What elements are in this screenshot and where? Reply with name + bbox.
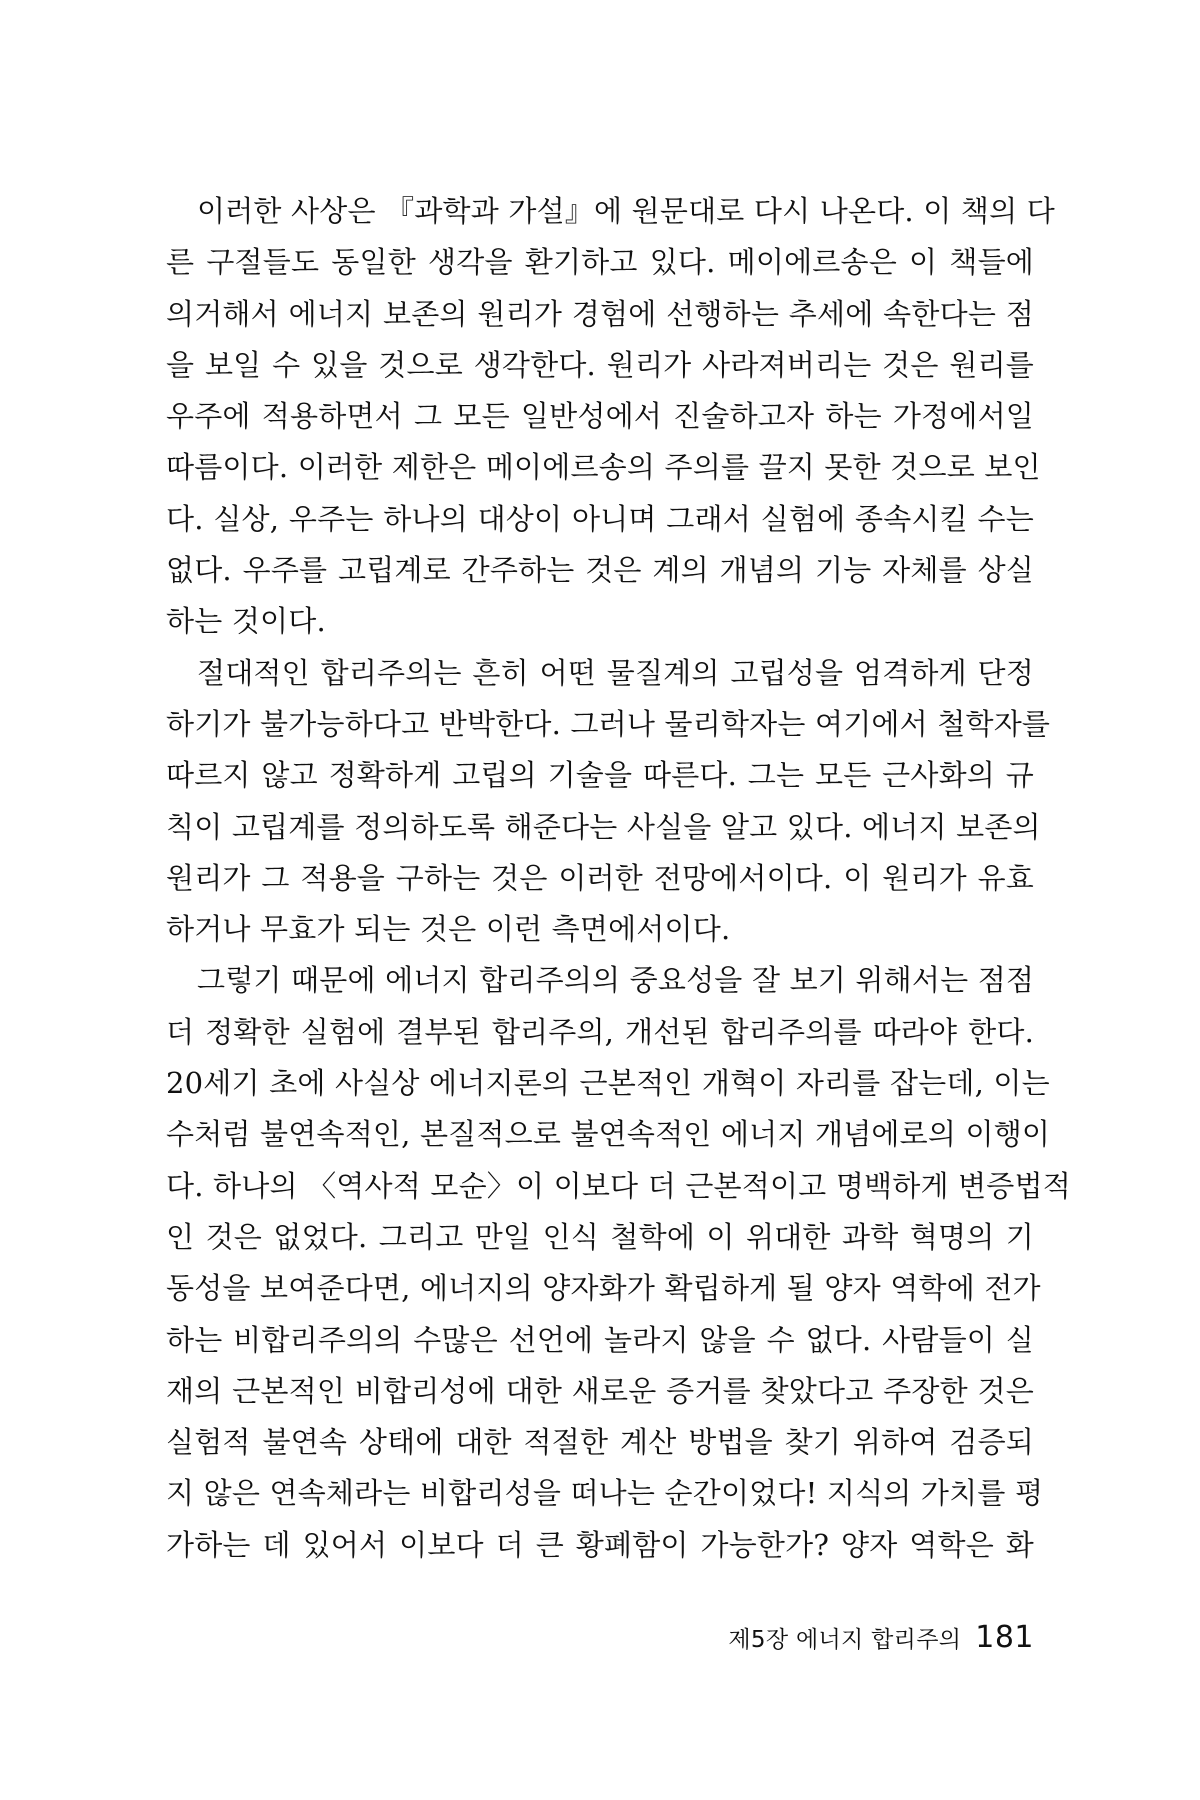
paragraph-1-line-6: 따름이다. 이러한 제한은 메이에르송의 주의를 끌지 못한 것으로 보인	[166, 450, 1041, 485]
paragraph-1-line-1: 이러한 사상은 『과학과 가설』에 원문대로 다시 나온다. 이 책의 다	[197, 194, 1055, 228]
paragraph-3-line-2: 더 정확한 실험에 결부된 합리주의, 개선된 합리주의를 따라야 한다.	[166, 1014, 1034, 1049]
paragraph-3-line-10: 실험적 불연속 상태에 대한 적절한 계산 방법을 찾기 위하여 검증되	[166, 1425, 1034, 1460]
paragraph-2-line-3: 따르지 않고 정확하게 고립의 기술을 따른다. 그는 모든 근사화의 규	[166, 758, 1034, 793]
chapter-title: 제5장 에너지 합리주의	[728, 1627, 962, 1653]
paragraph-1-line-3: 의거해서 에너지 보존의 원리가 경험에 선행하는 추세에 속한다는 점	[166, 296, 1034, 331]
paragraph-2-line-4: 칙이 고립계를 정의하도록 해준다는 사실을 알고 있다. 에너지 보존의	[166, 809, 1041, 844]
paragraph-1-line-9: 하는 것이다.	[166, 604, 326, 639]
paragraph-1-line-2: 른 구절들도 동일한 생각을 환기하고 있다. 메이에르송은 이 책들에	[166, 245, 1034, 280]
body-text	[166, 186, 1071, 1571]
paragraph-3-line-6: 인 것은 없었다. 그리고 만일 인식 철학에 이 위대한 과학 혁명의 기	[166, 1219, 1034, 1254]
paragraph-3-line-4: 수처럼 불연속적인, 본질적으로 불연속적인 에너지 개념에로의 이행이	[166, 1117, 1051, 1152]
paragraph-1-line-4: 을 보일 수 있을 것으로 생각한다. 원리가 사라져버리는 것은 원리를	[166, 347, 1034, 382]
paragraph-1-line-7: 다. 실상, 우주는 하나의 대상이 아니며 그래서 실험에 종속시킬 수는	[166, 501, 1034, 536]
paragraph-1-line-5: 우주에 적용하면서 그 모든 일반성에서 진술하고자 하는 가정에서일	[166, 399, 1034, 434]
paragraph-3-line-3: 20세기 초에 사실상 에너지론의 근본적인 개혁이 자리를 잡는데, 이는	[166, 1066, 1050, 1101]
paragraph-3-line-8: 하는 비합리주의의 수많은 선언에 놀라지 않을 수 없다. 사람들이 실	[166, 1322, 1034, 1357]
paragraph-2-line-6: 하거나 무효가 되는 것은 이런 측면에서이다.	[166, 912, 731, 947]
paragraph-2-line-1: 절대적인 합리주의는 흔히 어떤 물질계의 고립성을 엄격하게 단정	[197, 655, 1034, 690]
paragraph-3-line-9: 재의 근본적인 비합리성에 대한 새로운 증거를 찾았다고 주장한 것은	[166, 1373, 1034, 1408]
paragraph-2-line-2: 하기가 불가능하다고 반박한다. 그러나 물리학자는 여기에서 철학자를	[166, 706, 1051, 741]
paragraph-3-line-11: 지 않은 연속체라는 비합리성을 떠나는 순간이었다! 지식의 가치를 평	[166, 1476, 1044, 1511]
paragraph-3-line-5: 다. 하나의 〈역사적 모순〉이 이보다 더 근본적이고 명백하게 변증법적	[166, 1168, 1071, 1203]
paragraph-1-line-8: 없다. 우주를 고립계로 간주하는 것은 계의 개념의 기능 자체를 상실	[166, 553, 1034, 588]
paragraph-3-line-7: 동성을 보여준다면, 에너지의 양자화가 확립하게 될 양자 역학에 전가	[166, 1271, 1041, 1306]
paragraph-3-line-12: 가하는 데 있어서 이보다 더 큰 황폐함이 가능한가? 양자 역학은 화	[166, 1527, 1034, 1562]
page-footer	[700, 1618, 1034, 1658]
page-number: 181	[975, 1620, 1034, 1655]
paragraph-2-line-5: 원리가 그 적용을 구하는 것은 이러한 전망에서이다. 이 원리가 유효	[166, 860, 1034, 895]
paragraph-3-line-1: 그렇기 때문에 에너지 합리주의의 중요성을 잘 보기 위해서는 점점	[197, 963, 1035, 998]
